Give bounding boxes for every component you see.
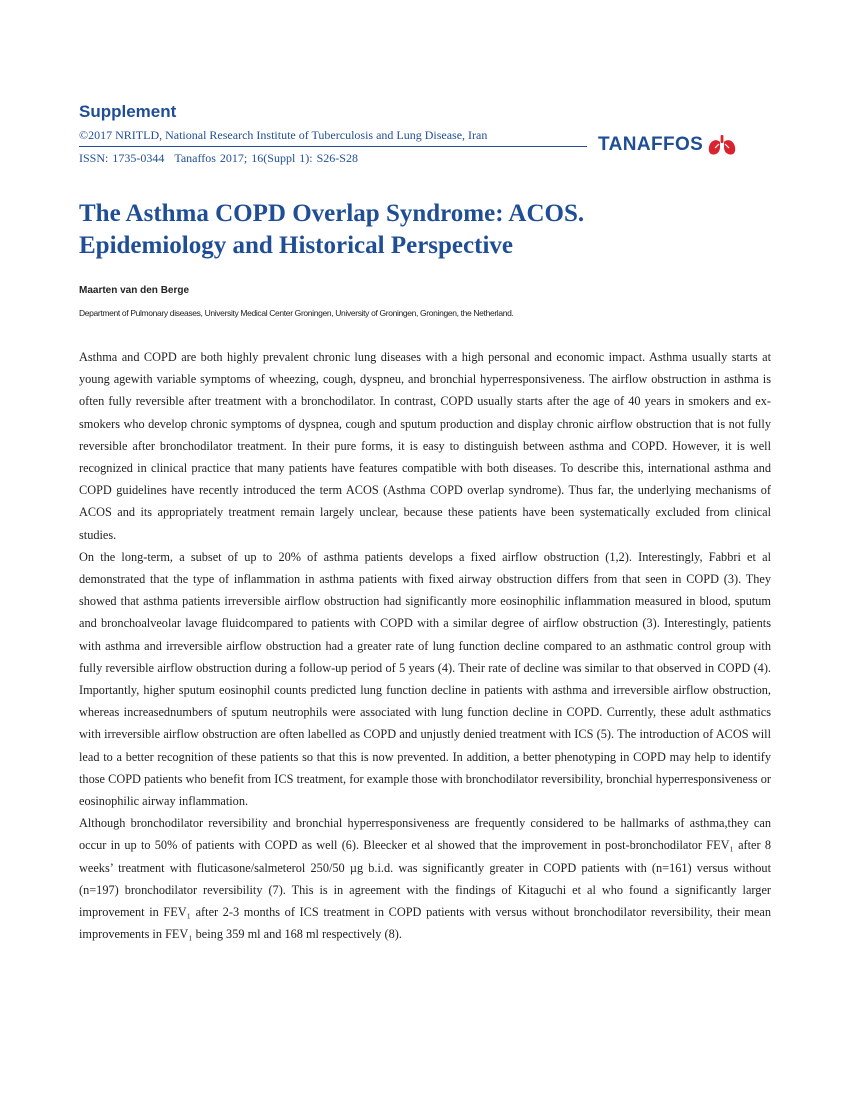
author-name: Maarten van den Berge	[79, 285, 190, 296]
copyright-line: ©2017 NRITLD, National Research Institute of Tuberculosis and Lung Disease, Iran	[79, 128, 587, 147]
title-line-2: Epidemiology and Historical Perspective	[79, 232, 513, 259]
article-title	[79, 198, 779, 262]
issn-line	[79, 151, 358, 166]
article-body	[79, 346, 771, 945]
journal-logo	[598, 133, 737, 157]
paragraph-3: Although bronchodilator reversibility and bronchial hyperresponsiveness are frequently considered to be hallmarks of asthma,they can occur in up to 50% of patients with COPD as well (6). Bleecker et al showed that the improvement in post-bronchodilator FEV₁ after 8 weeks’ treatment with fluticasone/salmeterol 250/50 µg b.i.d. was significantly greater in COPD patients with (n=161) versus without (n=197) bronchodilator reversibility (7). This is in agreement with the findings of Kitaguchi et al who found a significantly larger improvement in FEV₁ after 2-3 months of ICS treatment in COPD patients with versus without bronchodilator reversibility, their mean improvements in FEV₁ being 359 ml and 168 ml respectively (8).	[79, 816, 771, 942]
title-line-1: The Asthma COPD Overlap Syndrome: ACOS.	[79, 200, 585, 227]
citation: Tanaffos 2017; 16(Suppl 1): S26-S28	[174, 151, 358, 165]
paragraph-1: Asthma and COPD are both highly prevalent chronic lung diseases with a high personal and economic impact. Asthma usually starts at young agewith variable symptoms of wheezing, cough, dyspneu, and bronchial hyperresponsiveness. The airflow obstruction in asthma is often fully reversible after treatment with a bronchodilator. In contrast, COPD usually starts after the age of 40 years in smokers and ex-smokers who develop chronic symptoms of dyspnea, cough and sputum production and display chronic airflow obstruction that is not fully reversible after bronchodilator treatment. In their pure forms, it is easy to distinguish between asthma and COPD. However, it is well recognized in clinical practice that many patients have features compatible with both diseases. To describe this, international asthma and COPD guidelines have recently introduced the term ACOS (Asthma COPD overlap syndrome). Thus far, the underlying mechanisms of ACOS and its appropriately treatment remain largely unclear, because these patients have been systematically excluded from clinical studies.	[79, 350, 771, 542]
supplement-label: Supplement	[79, 102, 177, 121]
logo-text: TANAFFOS	[598, 134, 704, 155]
author-affiliation: Department of Pulmonary diseases, University Medical Center Groningen, University of Groningen, Groningen, the Netherland.	[79, 308, 514, 318]
lungs-icon	[707, 134, 737, 156]
issn-number: ISSN: 1735-0344	[79, 151, 165, 165]
paragraph-2: On the long-term, a subset of up to 20% of asthma patients develops a fixed airflow obstruction (1,2). Interestingly, Fabbri et al demonstrated that the type of inflammation in asthma patients with fixed airway obstruction differs from that seen in COPD (3). They showed that asthma patients irreversible airflow obstruction had significantly more eosinophilic inflammation measured in blood, sputum and bronchoalveolar lavage fluidcompared to patients with COPD with a similar degree of airflow obstruction (3). Interestingly, patients with asthma and irreversible airflow obstruction had a greater rate of lung function decline compared to an asthmatic control group with fully reversible airflow obstruction during a follow-up period of 5 years (4). Their rate of decline was similar to that observed in COPD (4). Importantly, higher sputum eosinophil counts predicted lung function decline in patients with asthma and irreversible airflow obstruction, whereas increasednumbers of sputum neutrophils were associated with lung function decline in COPD. Currently, these adult asthmatics with irreversible airflow obstruction are often labelled as COPD and unjustly denied treatment with ICS (5). The introduction of ACOS will lead to a better recognition of these patients so that this is now prevented. In addition, a better phenotyping in COPD may help to identify those COPD patients who benefit from ICS treatment, for example those with bronchodilator reversibility, bronchial hyperresponsiveness or eosinophilic airway inflammation.	[79, 549, 771, 809]
